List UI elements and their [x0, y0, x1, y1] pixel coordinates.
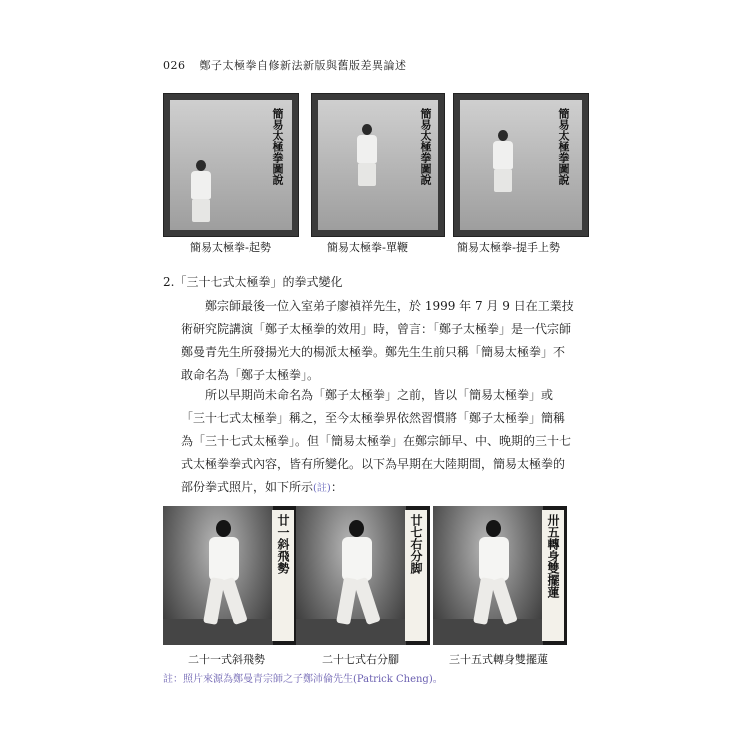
inscription-21: 廿一斜飛勢	[276, 514, 290, 574]
caption-qishi: 簡易太極拳-起勢	[190, 241, 271, 254]
photo-title: 簡易太極拳圖說	[557, 108, 570, 185]
paragraph-1	[181, 295, 576, 387]
figure-silhouette	[334, 520, 380, 632]
figure-silhouette	[201, 520, 247, 632]
posture-photo-27	[296, 506, 430, 645]
book-title: 鄭子太極拳自修新法新版與舊版差異論述	[199, 59, 407, 72]
paragraph-1-text: 鄭宗師最後一位入室弟子廖禎祥先生，於 1999 年 7 月 9 日在工業技術研究院講演「鄭子太極拳的效用」時，曾言：「鄭子太極拳」是一代宗師鄭曼青先生所發揚光大的楊派太極拳。鄭先生生前只稱「簡易太極拳」不敢命名為「鄭子太極拳」。	[181, 299, 574, 382]
caption-35: 三十五式轉身雙擺蓮	[449, 653, 548, 666]
figure-silhouette	[490, 130, 516, 192]
section-heading: 2.「三十七式太極拳」的拳式變化	[163, 275, 343, 289]
note-reference: (註)	[313, 483, 331, 494]
figure-silhouette	[354, 124, 380, 186]
photo-tishou	[453, 93, 589, 237]
posture-photo-21	[163, 506, 297, 645]
photo-title: 簡易太極拳圖說	[419, 108, 432, 185]
caption-danbian: 簡易太極拳-單鞭	[327, 241, 408, 254]
photo-title: 簡易太極拳圖說	[271, 108, 284, 185]
caption-21: 二十一式斜飛勢	[188, 653, 265, 666]
figure-silhouette	[471, 520, 517, 632]
paragraph-2	[181, 384, 576, 500]
paragraph-2-end: ：	[330, 480, 343, 494]
figure-silhouette	[188, 160, 214, 222]
posture-photo-35	[433, 506, 567, 645]
inscription-27: 廿七右分脚	[409, 514, 423, 574]
page-header	[163, 57, 407, 73]
photo-danbian	[311, 93, 445, 237]
page-number: 026	[163, 59, 186, 72]
caption-27: 二十七式右分腳	[322, 653, 399, 666]
photo-qishi	[163, 93, 299, 237]
paragraph-2-text: 所以早期尚未命名為「鄭子太極拳」之前，皆以「簡易太極拳」或「三十七式太極拳」稱之，至今太極拳界依然習慣將「鄭子太極拳」簡稱為「三十七式太極拳」。但「簡易太極拳」在鄭宗師早、中、晚期的三十七式太極拳拳式內容，皆有所變化。以下為早期在大陸期間，簡易太極拳的部份拳式照片，如下所示	[181, 388, 572, 494]
footnote: 註：照片來源為鄭曼青宗師之子鄭沛倫先生(Patrick Cheng)。	[163, 674, 443, 685]
inscription-35: 卅五轉身雙擺蓮	[546, 514, 560, 598]
caption-tishou: 簡易太極拳-提手上勢	[457, 241, 560, 254]
